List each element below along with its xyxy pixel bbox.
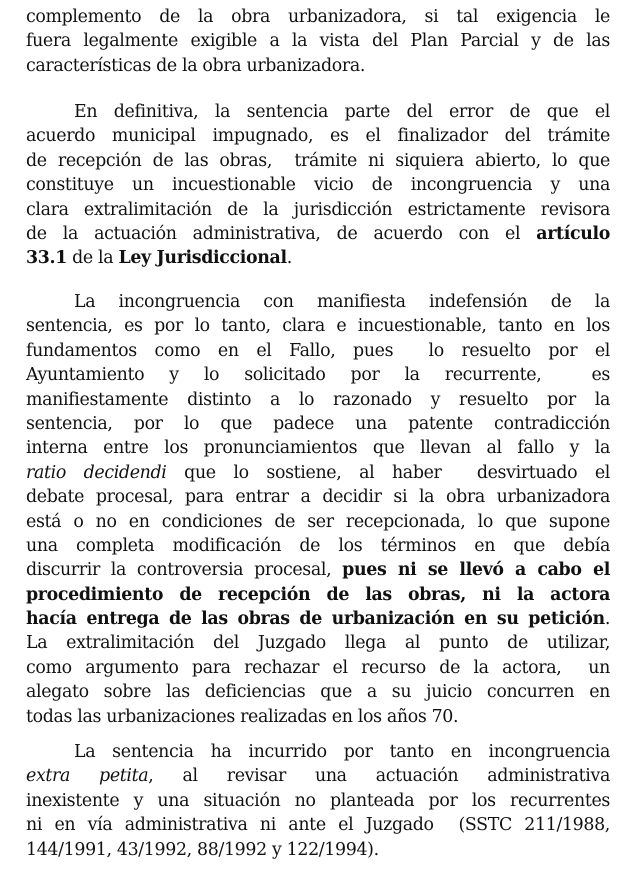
- text-line: [26, 656, 610, 680]
- text-line: [26, 290, 610, 314]
- italic-text: ratio decidendi: [26, 462, 167, 483]
- text-line: [26, 100, 610, 124]
- text-line: [26, 631, 610, 655]
- text-segment: .: [286, 248, 292, 269]
- text-segment: manifiestamente distinto a lo razonado y resuelto por la: [26, 389, 610, 410]
- text-line: [26, 124, 610, 148]
- text-line: [26, 246, 610, 270]
- text-segment: inexistente y una situación no planteada por los recurrentes: [26, 790, 610, 811]
- text-line: [26, 222, 610, 246]
- text-line: [26, 680, 610, 704]
- text-line: [26, 149, 610, 173]
- text-segment: de la actuación administrativa, de acuerdo con el: [26, 223, 537, 244]
- text-line: [26, 607, 610, 631]
- text-line: [26, 740, 610, 764]
- text-line: [26, 339, 610, 363]
- text-segment: .: [604, 609, 610, 630]
- text-segment: 144/1991, 43/1992, 88/1992 y 122/1994).: [26, 839, 379, 860]
- text-line: [26, 764, 610, 788]
- text-segment: La incongruencia con manifiesta indefensión de la: [74, 292, 610, 312]
- text-segment: como argumento para rechazar el recurso de la actora, un: [26, 657, 610, 678]
- paragraph-4: [26, 740, 610, 862]
- text-line: [26, 583, 610, 607]
- text-line: [26, 363, 610, 387]
- text-segment: clara extralimitación de la jurisdicción estrictamente revisora: [26, 199, 610, 220]
- text-line: [26, 388, 610, 412]
- text-segment: una completa modificación de los términos en que debía: [26, 535, 610, 556]
- text-line: [26, 436, 610, 460]
- italic-text: extra petita: [26, 766, 149, 787]
- text-segment: de la: [66, 248, 119, 269]
- paragraph-2: [26, 100, 610, 271]
- text-segment: Ayuntamiento y lo solicitado por la recurrente, es: [26, 365, 610, 386]
- bold-text: artículo: [536, 223, 610, 244]
- text-segment: acuerdo municipal impugnado, es el finalizador del trámite: [26, 126, 610, 147]
- paragraph-3: [26, 290, 610, 729]
- text-segment: fuera legalmente exigible a la vista del Plan Parcial y de las: [26, 31, 610, 52]
- text-line: [26, 314, 610, 338]
- text-segment: constituye un incuestionable vicio de incongruencia y una: [26, 175, 610, 196]
- text-segment: alegato sobre las deficiencias que a su juicio concurren en: [26, 682, 610, 703]
- text-segment: complemento de la obra urbanizadora, si tal exigencia le: [26, 7, 610, 27]
- text-segment: de recepción de las obras, trámite ni siquiera abierto, lo que: [26, 150, 610, 171]
- text-line: [26, 5, 610, 29]
- bold-text: pues ni se llevó a cabo el: [342, 560, 610, 581]
- text-segment: discurrir la controversia procesal,: [26, 560, 343, 581]
- text-segment: debate procesal, para entrar a decidir si la obra urbanizadora: [26, 487, 610, 508]
- text-segment: está o no en condiciones de ser recepcionada, lo que supone: [26, 511, 610, 532]
- text-segment: características de la obra urbanizadora.: [26, 55, 366, 76]
- text-line: [26, 838, 610, 862]
- text-segment: todas las urbanizaciones realizadas en los años 70.: [26, 706, 459, 727]
- text-segment: sentencia, es por lo tanto, clara e incuestionable, tanto en los: [26, 316, 610, 337]
- text-segment: que lo sostiene, al haber desvirtuado el: [166, 462, 610, 483]
- text-segment: interna entre los pronunciamientos que llevan al fallo y la: [26, 438, 610, 459]
- text-segment: En definitiva, la sentencia parte del error de que el: [74, 102, 610, 122]
- text-line: [26, 510, 610, 534]
- text-line: [26, 789, 610, 813]
- text-line: [26, 54, 610, 78]
- text-segment: , al revisar una actuación administrativa: [148, 766, 610, 787]
- bold-text: procedimiento de recepción de las obras, ni la actora: [26, 584, 610, 605]
- text-segment: La sentencia ha incurrido por tanto en incongruencia: [74, 742, 610, 762]
- text-segment: La extralimitación del Juzgado llega al punto de utilizar,: [26, 633, 610, 654]
- text-line: [26, 173, 610, 197]
- text-line: [26, 813, 610, 837]
- text-line: [26, 412, 610, 436]
- text-segment: ni en vía administrativa ni ante el Juzgado (SSTC 211/1988,: [26, 815, 610, 836]
- text-line: [26, 198, 610, 222]
- bold-text: hacía entrega de las obras de urbanización en su petición: [26, 609, 605, 630]
- text-line: [26, 461, 610, 485]
- text-line: [26, 485, 610, 509]
- text-segment: sentencia, por lo que padece una patente contradicción: [26, 413, 610, 434]
- text-line: [26, 558, 610, 582]
- text-line: [26, 534, 610, 558]
- bold-text: Ley Jurisdiccional: [118, 248, 287, 269]
- text-segment: fundamentos como en el Fallo, pues lo resuelto por el: [26, 340, 610, 361]
- text-line: [26, 705, 610, 729]
- text-line: [26, 29, 610, 53]
- bold-text: 33.1: [26, 248, 67, 269]
- paragraph-1: [26, 5, 610, 78]
